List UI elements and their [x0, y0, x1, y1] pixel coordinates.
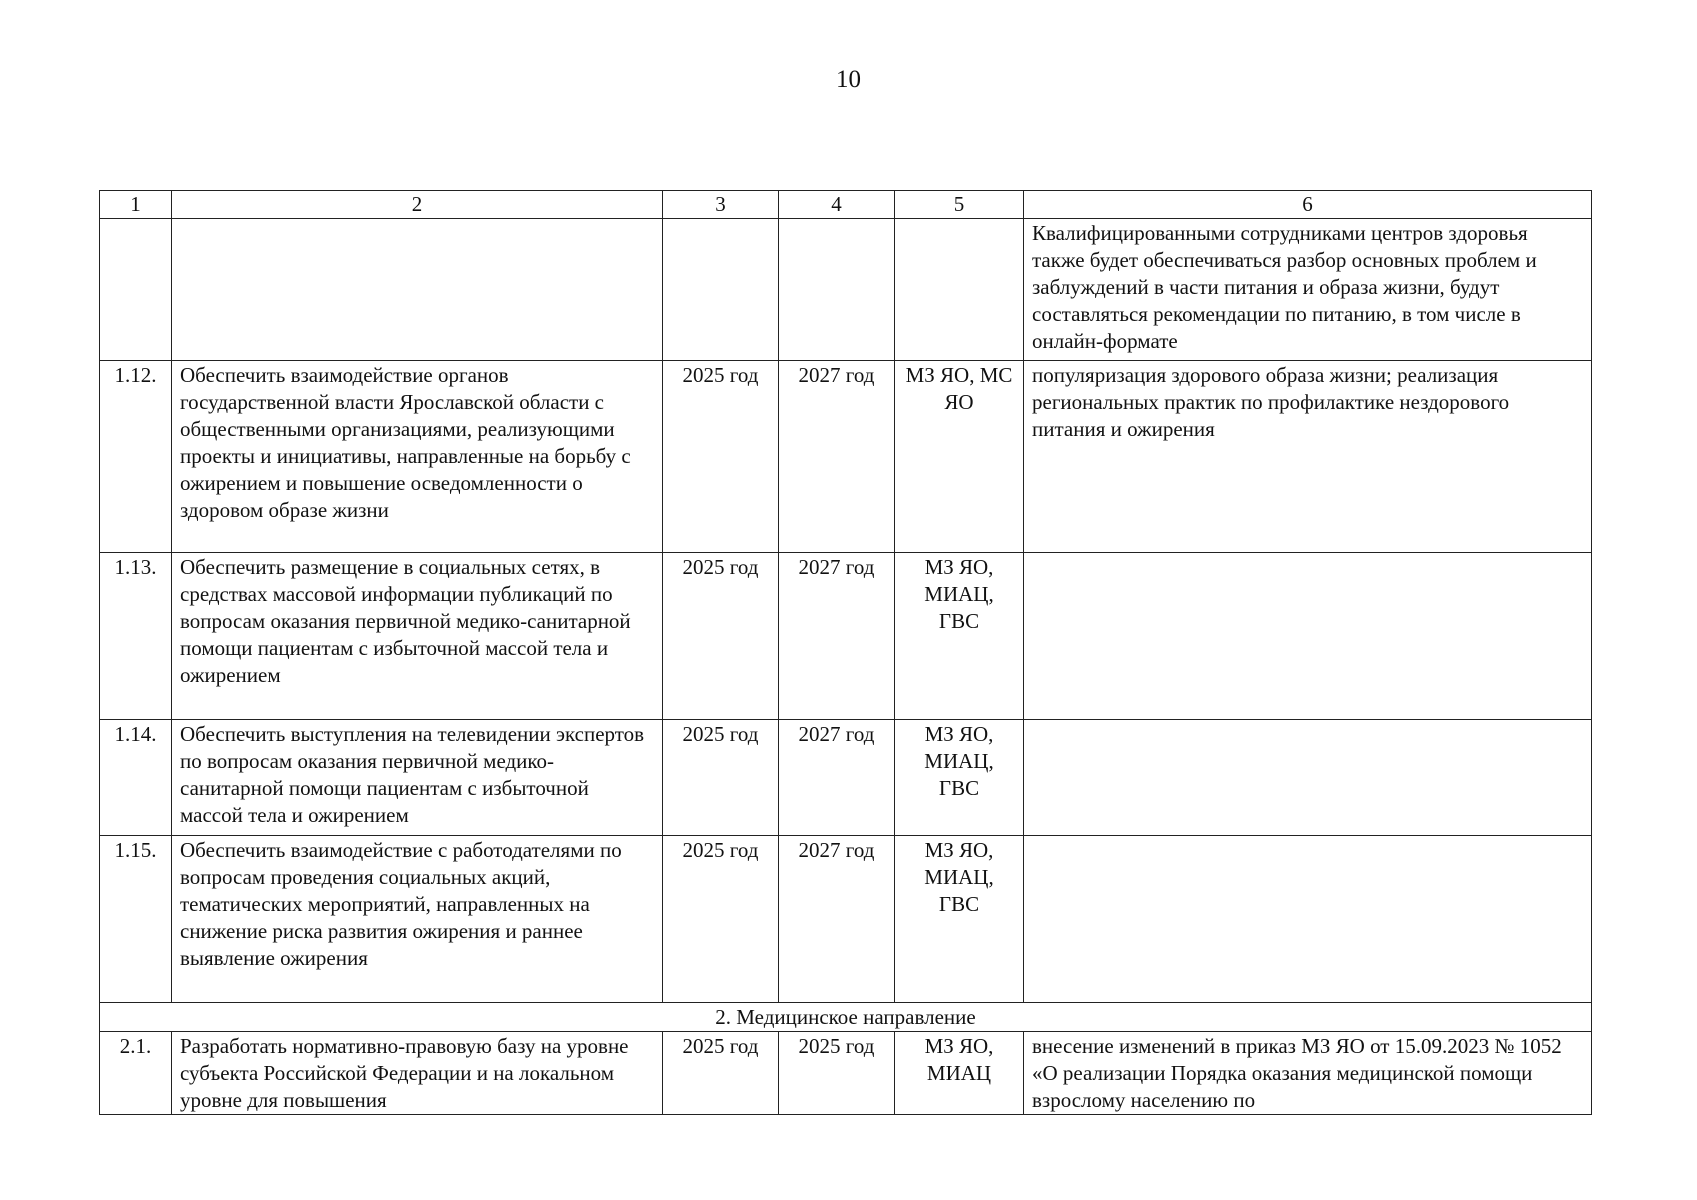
- result-cell: [1024, 720, 1592, 836]
- task-cell: Обеспечить размещение в социальных сетях, в средствах массовой информации публикаций по вопросам оказания первичной медико-санитарной помощи пациентам с избыточной массой тела и ожирением: [172, 553, 663, 720]
- result-cell: популяризация здорового образа жизни; реализация региональных практик по профилактике нездорового питания и ожирения: [1024, 361, 1592, 553]
- page-number: 10: [836, 66, 861, 93]
- task-cell: Обеспечить выступления на телевидении экспертов по вопросам оказания первичной медико-санитарной помощи пациентам с избыточной массой тела и ожирением: [172, 720, 663, 836]
- col-header-6: 6: [1024, 191, 1592, 219]
- action-plan-table: [99, 190, 1592, 1115]
- executor-cell: [895, 219, 1024, 361]
- executor-cell: МЗ ЯО, МИАЦ, ГВС: [895, 836, 1024, 1003]
- task-cell: [172, 219, 663, 361]
- row-number: 2.1.: [100, 1032, 172, 1115]
- task-cell: Обеспечить взаимодействие с работодателями по вопросам проведения социальных акций, тематических мероприятий, направленных на снижение риска развития ожирения и раннее выявление ожирения: [172, 836, 663, 1003]
- row-number: 1.14.: [100, 720, 172, 836]
- end-cell: 2027 год: [779, 361, 895, 553]
- col-header-1: 1: [100, 191, 172, 219]
- col-header-3: 3: [663, 191, 779, 219]
- table-row: [100, 361, 1592, 553]
- result-cell: [1024, 553, 1592, 720]
- row-number: 1.13.: [100, 553, 172, 720]
- executor-cell: МЗ ЯО, МИАЦ: [895, 1032, 1024, 1115]
- start-cell: 2025 год: [663, 836, 779, 1003]
- start-cell: 2025 год: [663, 361, 779, 553]
- table-row: [100, 553, 1592, 720]
- executor-cell: МЗ ЯО, МИАЦ, ГВС: [895, 720, 1024, 836]
- end-cell: 2027 год: [779, 720, 895, 836]
- section-title: 2. Медицинское направление: [100, 1003, 1592, 1032]
- end-cell: 2027 год: [779, 836, 895, 1003]
- start-cell: [663, 219, 779, 361]
- result-cell: [1024, 836, 1592, 1003]
- row-number: 1.12.: [100, 361, 172, 553]
- end-cell: 2025 год: [779, 1032, 895, 1115]
- result-cell: Квалифицированными сотрудниками центров здоровья также будет обеспечиваться разбор основных проблем и заблуждений в части питания и образа жизни, будут составляться рекомендации по питанию, в том числе в онлайн-формате: [1024, 219, 1592, 361]
- column-number-row: [100, 191, 1592, 219]
- executor-cell: МЗ ЯО, МС ЯО: [895, 361, 1024, 553]
- end-cell: 2027 год: [779, 553, 895, 720]
- executor-cell: МЗ ЯО, МИАЦ, ГВС: [895, 553, 1024, 720]
- end-cell: [779, 219, 895, 361]
- table-row: [100, 219, 1592, 361]
- start-cell: 2025 год: [663, 553, 779, 720]
- row-number: 1.15.: [100, 836, 172, 1003]
- task-cell: Разработать нормативно-правовую базу на уровне субъекта Российской Федерации и на локальном уровне для повышения: [172, 1032, 663, 1115]
- col-header-5: 5: [895, 191, 1024, 219]
- start-cell: 2025 год: [663, 1032, 779, 1115]
- col-header-4: 4: [779, 191, 895, 219]
- row-number: [100, 219, 172, 361]
- table-row: [100, 836, 1592, 1003]
- table-row: [100, 1032, 1592, 1115]
- result-cell: внесение изменений в приказ МЗ ЯО от 15.09.2023 № 1052 «О реализации Порядка оказания медицинской помощи взрослому населению по: [1024, 1032, 1592, 1115]
- col-header-2: 2: [172, 191, 663, 219]
- task-cell: Обеспечить взаимодействие органов государственной власти Ярославской области с общественными организациями, реализующими проекты и инициативы, направленные на борьбу с ожирением и повышение осведомленности о здоровом образе жизни: [172, 361, 663, 553]
- section-header-row: [100, 1003, 1592, 1032]
- start-cell: 2025 год: [663, 720, 779, 836]
- table-row: [100, 720, 1592, 836]
